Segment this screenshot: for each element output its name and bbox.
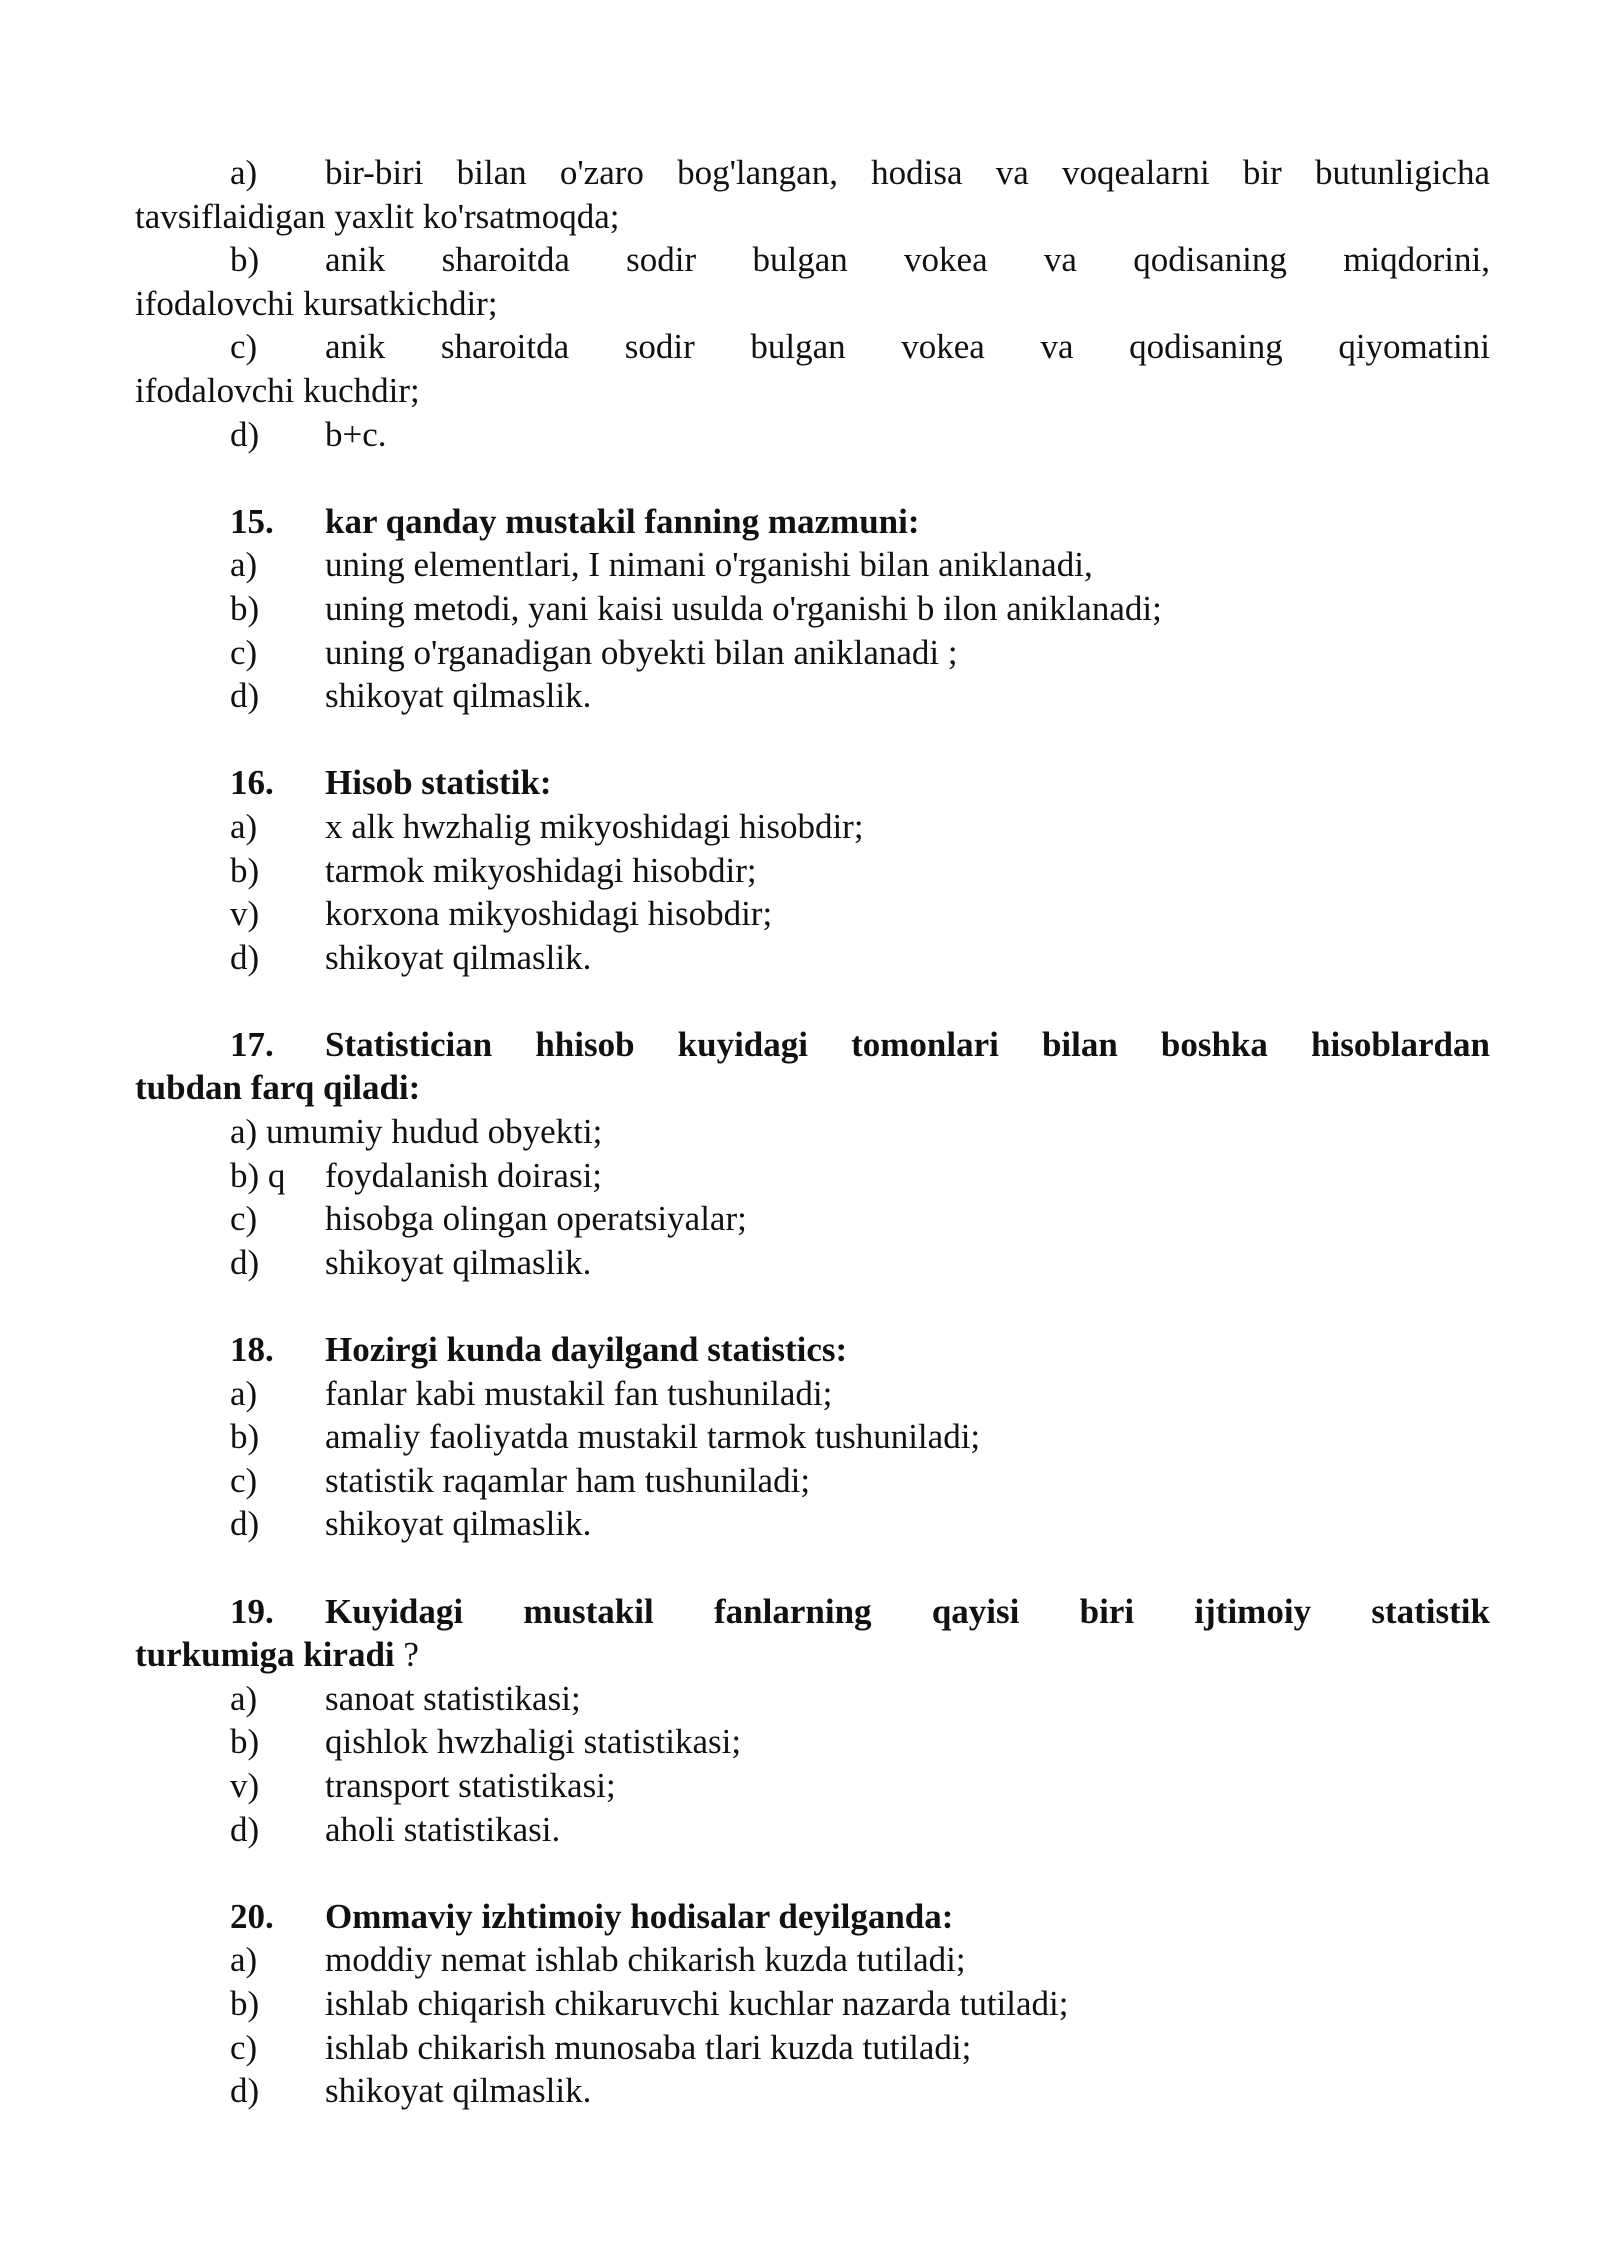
option-text: amaliy faoliyatda mustakil tarmok tushuniladi;	[325, 1417, 981, 1457]
option-text: x alk hwzhalig mikyoshidagi hisobdir;	[325, 806, 864, 846]
option-label: d)	[230, 676, 260, 716]
option-a	[230, 805, 1490, 849]
option-a: a) umumiy hudud obyekti;	[230, 1112, 603, 1152]
spacer	[230, 1284, 1490, 1328]
option-b	[230, 1415, 1490, 1459]
option-label: a)	[230, 1373, 258, 1413]
question-text-continuation: tubdan farq qiladi:	[135, 1068, 421, 1108]
question-heading	[230, 761, 1490, 805]
question-20	[230, 1895, 1490, 2113]
question-heading	[230, 1328, 1490, 1372]
option-b	[230, 849, 1490, 893]
option-text: ishlab chikarish munosaba tlari kuzda tutiladi;	[325, 2027, 972, 2067]
question-15	[230, 500, 1490, 718]
question-number: 17.	[230, 1024, 274, 1064]
option-text: foydalanish doirasi;	[325, 1155, 603, 1195]
option-label: d)	[230, 1504, 260, 1544]
option-label: b)	[230, 850, 260, 890]
option-label: a)	[230, 1678, 258, 1718]
option-c	[230, 631, 1490, 675]
option-b	[230, 1720, 1490, 1764]
option-label: v)	[230, 894, 260, 934]
option-text: sanoat statistikasi;	[325, 1678, 581, 1718]
option-c	[230, 2026, 1490, 2070]
option-text: aholi statistikasi.	[325, 1809, 561, 1849]
option-d	[230, 1241, 1490, 1285]
question-text: kar qanday mustakil fanning mazmuni:	[325, 501, 920, 541]
spacer	[230, 718, 1490, 762]
option-label: b)	[230, 1722, 260, 1762]
question-heading	[230, 1590, 1490, 1634]
option-text: shikoyat qilmaslik.	[325, 937, 592, 977]
option-label: b)	[230, 588, 260, 628]
option-label: c)	[230, 632, 258, 672]
option-a	[230, 1372, 1490, 1416]
option-label: a)	[230, 153, 258, 192]
option-label: c)	[230, 2027, 258, 2067]
option-b	[230, 1154, 1490, 1198]
question-heading	[230, 500, 1490, 544]
question-19	[135, 1590, 1490, 1852]
option-label: d)	[230, 414, 260, 454]
question-text: Hisob statistik:	[325, 763, 552, 803]
option-label: b)	[230, 240, 260, 280]
option-label: b)	[230, 1983, 260, 2023]
question-18	[230, 1328, 1490, 1546]
option-text: b+c.	[325, 414, 387, 454]
question-number: 16.	[230, 763, 274, 803]
option-text: moddiy nemat ishlab chikarish kuzda tutiladi;	[325, 1940, 966, 1980]
option-text: korxona mikyoshidagi hisobdir;	[325, 894, 773, 934]
option-text-continuation: ifodalovchi kursatkichdir;	[135, 283, 498, 323]
option-c	[230, 1197, 1490, 1241]
option-text: qishlok hwzhaligi statistikasi;	[325, 1722, 742, 1762]
q14-option-a	[230, 151, 1490, 195]
option-d	[230, 1502, 1490, 1546]
option-text: ishlab chiqarish chikaruvchi kuchlar nazarda tutiladi;	[325, 1983, 1069, 2023]
option-text: transport statistikasi;	[325, 1765, 616, 1805]
option-label: d)	[230, 1809, 260, 1849]
option-label: b) q	[230, 1155, 286, 1195]
question-mark: ?	[394, 1635, 419, 1675]
option-label: a)	[230, 806, 258, 846]
option-text: shikoyat qilmaslik.	[325, 676, 592, 716]
spacer	[230, 1851, 1490, 1895]
question-text: Kuyidagi mustakil fanlarning qayisi biri ijtimoiy statistik	[325, 1591, 1490, 1631]
question-text: Hozirgi kunda dayilgand statistics:	[325, 1330, 848, 1370]
option-text: anik sharoitda sodir bulgan vokea va qodisaning miqdorini,	[325, 240, 1490, 280]
option-label: c)	[230, 327, 258, 367]
option-text: shikoyat qilmaslik.	[325, 2071, 592, 2111]
question-number: 20.	[230, 1896, 274, 1936]
option-label: a)	[230, 545, 258, 585]
option-label: d)	[230, 1242, 260, 1282]
option-v	[230, 892, 1490, 936]
spacer	[230, 1546, 1490, 1590]
option-text: statistik raqamlar ham tushuniladi;	[325, 1460, 811, 1500]
question-text: Ommaviy izhtimoiy hodisalar deyilganda:	[325, 1896, 954, 1936]
option-text: anik sharoitda sodir bulgan vokea va qodisaning qiyomatini	[325, 327, 1490, 367]
option-d	[230, 2069, 1490, 2113]
q14-option-c	[230, 325, 1490, 369]
option-a	[230, 543, 1490, 587]
option-text: uning metodi, yani kaisi usulda o'rganishi b ilon aniklanadi;	[325, 588, 1162, 628]
option-text: shikoyat qilmaslik.	[325, 1504, 592, 1544]
q14-option-b	[230, 238, 1490, 282]
question-text-end: turkumiga kiradi	[135, 1635, 395, 1675]
question-heading	[230, 1023, 1490, 1067]
option-text-continuation: tavsiflaidigan yaxlit ko'rsatmoqda;	[135, 196, 620, 236]
option-d	[230, 674, 1490, 718]
option-text: hisobga olingan operatsiyalar;	[325, 1199, 747, 1239]
question-number: 19.	[230, 1591, 274, 1631]
q14-options	[135, 151, 1490, 456]
question-text-continuation	[135, 1633, 1490, 1677]
option-d	[230, 1808, 1490, 1852]
option-b	[230, 587, 1490, 631]
question-number: 18.	[230, 1330, 274, 1370]
q14-option-d	[230, 413, 1490, 457]
question-text: Statistician hhisob kuyidagi tomonlari bilan boshka hisoblardan	[325, 1024, 1490, 1064]
option-text: bir-biri bilan o'zaro bog'langan, hodisa va voqealarni bir butunligicha	[325, 153, 1490, 192]
option-d	[230, 936, 1490, 980]
option-b	[230, 1982, 1490, 2026]
option-label: v)	[230, 1765, 260, 1805]
option-text-continuation: ifodalovchi kuchdir;	[135, 370, 420, 410]
question-16	[230, 761, 1490, 979]
option-text: uning elementlari, I nimani o'rganishi bilan aniklanadi,	[325, 545, 1093, 585]
option-label: a)	[230, 1940, 258, 1980]
spacer	[230, 979, 1490, 1023]
question-heading	[230, 1895, 1490, 1939]
option-label: d)	[230, 937, 260, 977]
question-17	[135, 1023, 1490, 1285]
option-label: b)	[230, 1417, 260, 1457]
option-c	[230, 1459, 1490, 1503]
option-text: shikoyat qilmaslik.	[325, 1242, 592, 1282]
option-v	[230, 1764, 1490, 1808]
option-label: c)	[230, 1460, 258, 1500]
spacer	[230, 456, 1490, 500]
option-a	[230, 1677, 1490, 1721]
option-text: tarmok mikyoshidagi hisobdir;	[325, 850, 757, 890]
option-text: fanlar kabi mustakil fan tushuniladi;	[325, 1373, 833, 1413]
option-a	[230, 1938, 1490, 1982]
question-number: 15.	[230, 501, 274, 541]
option-label: c)	[230, 1199, 258, 1239]
option-text: uning o'rganadigan obyekti bilan aniklanadi ;	[325, 632, 958, 672]
option-label: d)	[230, 2071, 260, 2111]
